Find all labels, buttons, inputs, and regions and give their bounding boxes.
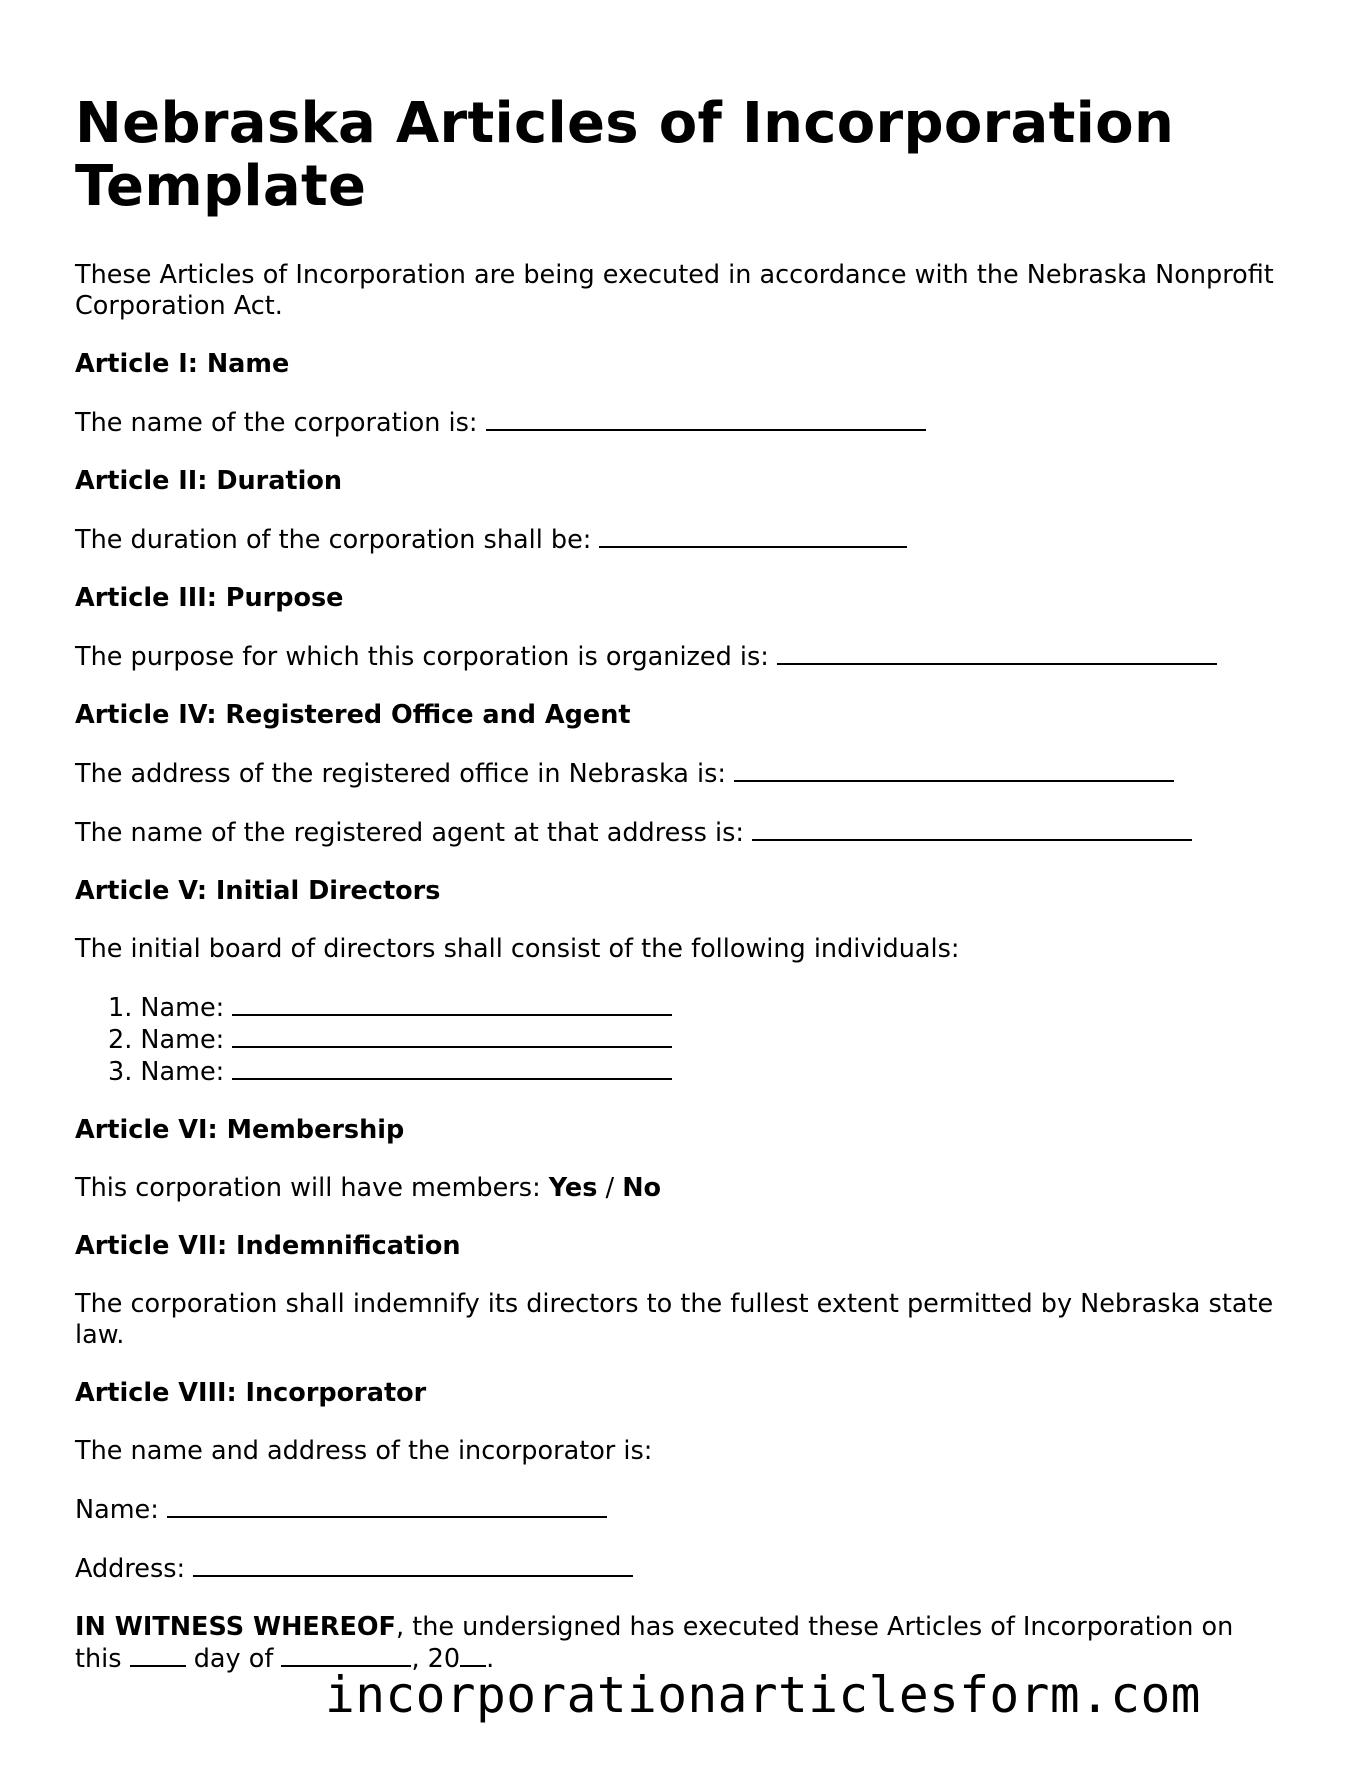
membership-yes-option[interactable]: Yes — [548, 1173, 598, 1203]
incorporator-name-line — [75, 1494, 1275, 1526]
witness-text-4: . — [486, 1644, 495, 1674]
list-item — [75, 1024, 1275, 1056]
list-item — [75, 1056, 1275, 1088]
incorporator-name-blank[interactable] — [167, 1494, 607, 1518]
witness-text-3: , 20 — [411, 1644, 461, 1674]
article-7-line: The corporation shall indemnify its directors to the fullest extent permitted by Nebraska state law. — [75, 1289, 1274, 1350]
intro-paragraph: These Articles of Incorporation are being executed in accordance with the Nebraska Nonprofit Corporation Act. — [75, 260, 1274, 321]
article-1-text: The name of the corporation is: — [75, 408, 486, 438]
incorporator-name-label: Name: — [75, 1495, 167, 1525]
witness-month-blank[interactable] — [281, 1643, 411, 1667]
watermark: incorporationarticlesform.com — [325, 1666, 1201, 1724]
article-2-text: The duration of the corporation shall be: — [75, 525, 600, 555]
witness-day-blank[interactable] — [130, 1643, 186, 1667]
purpose-blank[interactable] — [777, 641, 1217, 665]
incorporator-address-label: Address: — [75, 1554, 194, 1584]
incorporator-address-blank[interactable] — [193, 1553, 633, 1577]
article-2-line — [75, 524, 1275, 556]
article-7-heading: Article VII: Indemnification — [75, 1231, 461, 1261]
article-4-office-line — [75, 758, 1275, 790]
witness-bold: IN WITNESS WHEREOF — [75, 1612, 396, 1642]
article-4-heading: Article IV: Registered Office and Agent — [75, 700, 631, 730]
article-6-text: This corporation will have members: — [75, 1173, 549, 1203]
article-2-heading: Article II: Duration — [75, 466, 343, 496]
article-6-line — [75, 1173, 1275, 1204]
article-4-agent-text: The name of the registered agent at that address is: — [75, 818, 753, 848]
article-4-office-text: The address of the registered office in Nebraska is: — [75, 759, 735, 789]
article-8-heading: Article VIII: Incorporator — [75, 1378, 427, 1408]
director-1-blank[interactable] — [232, 992, 672, 1016]
director-2-label: 2. Name: — [108, 1025, 233, 1055]
directors-list — [75, 992, 1275, 1088]
list-item — [75, 992, 1275, 1024]
membership-no-option[interactable]: No — [622, 1173, 662, 1203]
article-1-heading: Article I: Name — [75, 349, 290, 379]
incorporator-address-line — [75, 1553, 1275, 1585]
article-3-heading: Article III: Purpose — [75, 583, 344, 613]
article-3-text: The purpose for which this corporation is organized is: — [75, 642, 777, 672]
registered-office-blank[interactable] — [734, 758, 1174, 782]
duration-blank[interactable] — [599, 524, 907, 548]
director-2-blank[interactable] — [232, 1024, 672, 1048]
article-6-heading: Article VI: Membership — [75, 1115, 405, 1145]
director-3-label: 3. Name: — [108, 1057, 233, 1087]
director-1-label: 1. Name: — [108, 993, 233, 1023]
director-3-blank[interactable] — [232, 1056, 672, 1080]
article-5-heading: Article V: Initial Directors — [75, 876, 441, 906]
registered-agent-blank[interactable] — [752, 817, 1192, 841]
article-1-line — [75, 407, 1275, 439]
article-8-line: The name and address of the incorporator is: — [75, 1436, 653, 1466]
article-5-line: The initial board of directors shall consist of the following individuals: — [75, 934, 960, 964]
article-3-line — [75, 641, 1275, 673]
corporation-name-blank[interactable] — [486, 407, 926, 431]
document-title: Nebraska Articles of Incorporation Template — [75, 91, 1175, 219]
witness-year-blank[interactable] — [460, 1643, 486, 1667]
witness-text-2: day of — [185, 1644, 282, 1674]
article-4-agent-line — [75, 817, 1275, 849]
witness-text-1: , the undersigned has executed these Articles of Incorporation on this — [75, 1612, 1234, 1674]
document-page — [75, 92, 1275, 1702]
membership-separator: / — [597, 1173, 623, 1203]
